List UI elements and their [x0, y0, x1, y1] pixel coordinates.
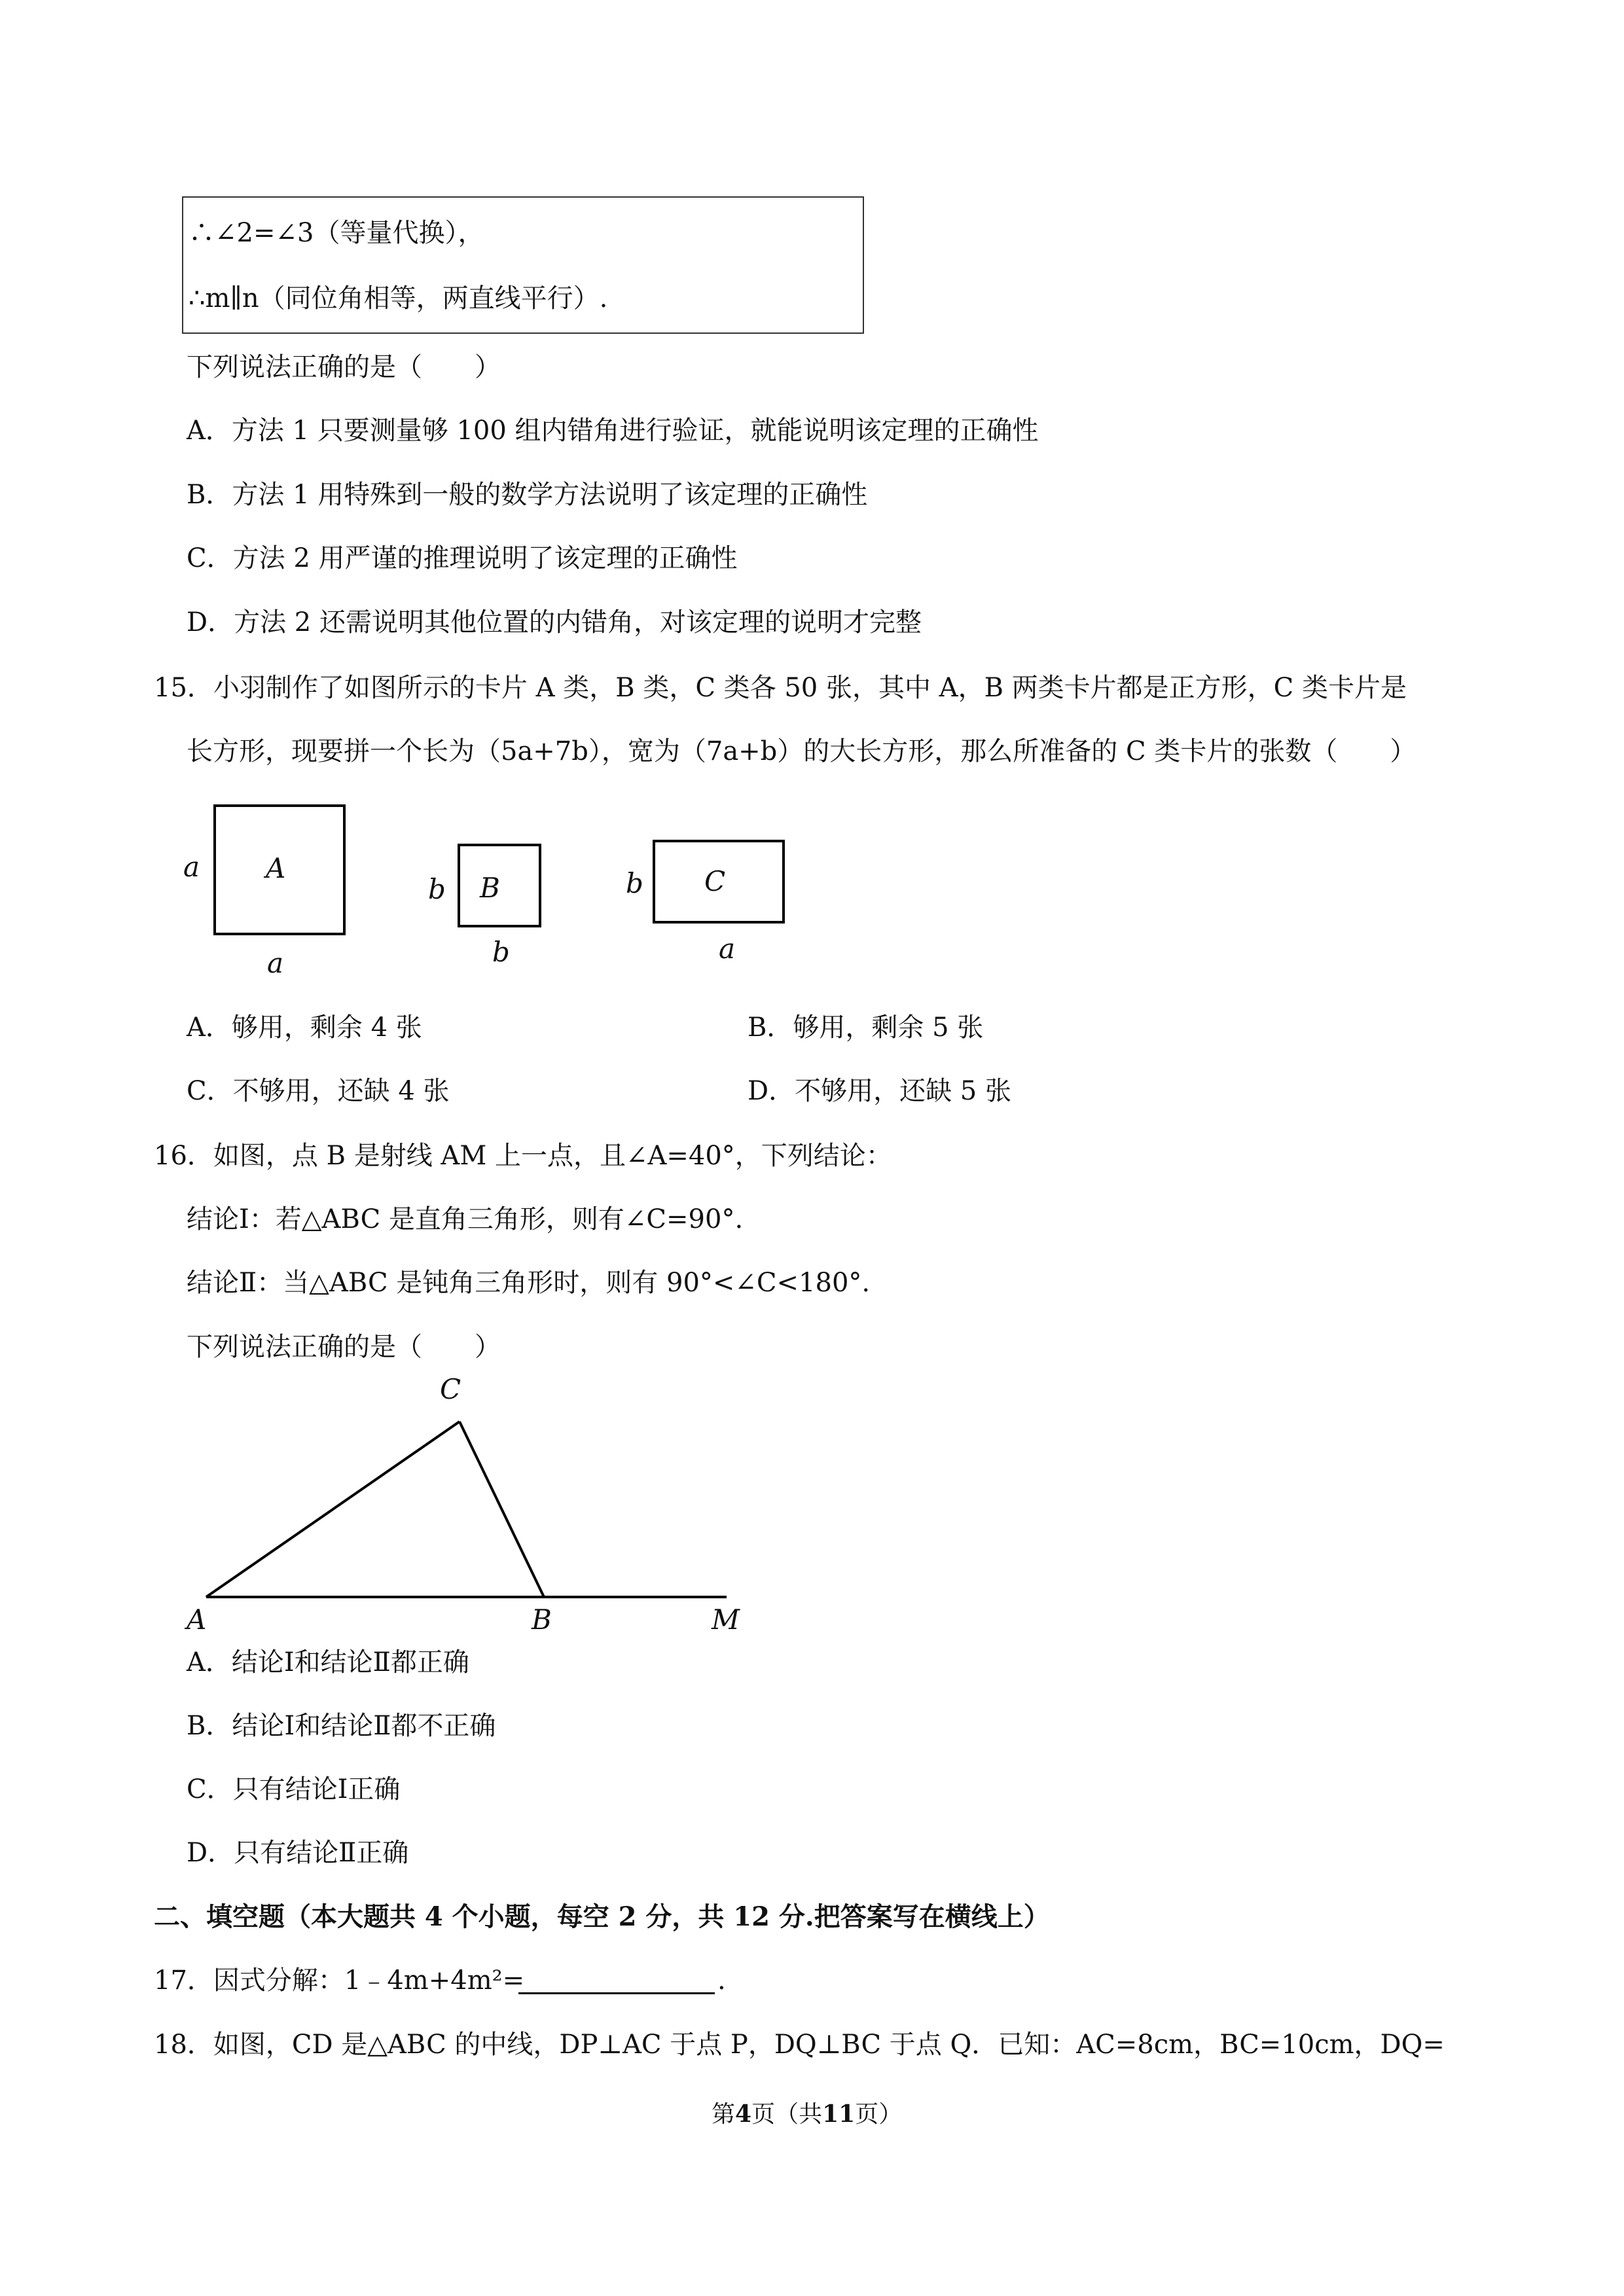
q15-line-1: 15．小羽制作了如图所示的卡片 A 类，B 类，C 类各 50 张，其中 A，B 两类卡片都是正方形，C 类卡片是: [154, 673, 1407, 703]
q16-option-c: C．只有结论Ⅰ正确: [187, 1774, 401, 1804]
card-b-name: B: [480, 872, 500, 904]
card-b-side-label: b: [428, 873, 446, 905]
q15-option-a: A．够用，剩余 4 张: [187, 1013, 422, 1043]
side-bc: [460, 1422, 544, 1597]
footer-page: 4: [735, 2100, 752, 2128]
proof-line-2: ∴m∥n（同位角相等，两直线平行）.: [189, 283, 608, 314]
footer-mid: 页（共: [751, 2101, 823, 2128]
q14-option-d: D．方法 2 还需说明其他位置的内错角，对该定理的说明才完整: [187, 607, 922, 637]
q14-prompt: 下列说法正确的是（ ）: [187, 352, 501, 382]
q16-line-1: 16．如图，点 B 是射线 AM 上一点，且∠A=40°，下列结论：: [154, 1141, 892, 1171]
q16-prompt: 下列说法正确的是（ ）: [187, 1332, 501, 1362]
card-a-side-label: a: [183, 851, 200, 883]
card-c-bottom-label: a: [719, 933, 736, 965]
proof-line-1: ∴∠2=∠3（等量代换），: [189, 218, 484, 248]
q17-answer-blank: [518, 1992, 715, 1994]
side-ac: [206, 1422, 460, 1597]
q16-conclusion-2: 结论Ⅱ：当△ABC 是钝角三角形时，则有 90°<∠C<180°.: [187, 1268, 871, 1298]
q15-option-b: B．够用，剩余 5 张: [748, 1013, 984, 1043]
footer-prefix: 第: [712, 2101, 736, 2128]
q14-option-a: A．方法 1 只要测量够 100 组内错角进行验证，就能说明该定理的正确性: [187, 416, 1039, 446]
q15-line-2: 长方形，现要拼一个长为（5a+7b），宽为（7a+b）的大长方形，那么所准备的 C 类卡片的张数（ ）: [187, 736, 1416, 766]
q17-end: .: [717, 1965, 726, 1996]
footer-total: 11: [822, 2100, 856, 2128]
q16-conclusion-1: 结论Ⅰ：若△ABC 是直角三角形，则有∠C=90°.: [187, 1204, 744, 1234]
q16-option-a: A．结论Ⅰ和结论Ⅱ都正确: [187, 1647, 469, 1677]
q14-option-b: B．方法 1 用特殊到一般的数学方法说明了该定理的正确性: [187, 480, 868, 510]
point-a-label: A: [187, 1604, 207, 1636]
q15-option-c: C．不够用，还缺 4 张: [187, 1076, 450, 1106]
card-b-bottom-label: b: [492, 936, 510, 968]
card-a-bottom-label: a: [267, 947, 284, 979]
q16-option-d: D．只有结论Ⅱ正确: [187, 1838, 409, 1868]
point-m-label: M: [712, 1604, 740, 1636]
q14-option-c: C．方法 2 用严谨的推理说明了该定理的正确性: [187, 543, 738, 573]
page-footer: [712, 2096, 902, 2129]
q15-option-d: D．不够用，还缺 5 张: [748, 1076, 1011, 1106]
card-a-name: A: [266, 852, 286, 884]
point-c-label: C: [440, 1373, 461, 1405]
card-c-name: C: [704, 865, 726, 897]
footer-suffix: 页）: [855, 2101, 903, 2128]
q17-text: 17．因式分解：1﹣4m+4m²=: [154, 1965, 525, 1996]
q18-text: 18．如图，CD 是△ABC 的中线，DP⊥AC 于点 P，DQ⊥BC 于点 Q．已知：AC=8cm，BC=10cm，DQ=: [154, 2030, 1445, 2060]
section-heading: 二、填空题（本大题共 4 个小题，每空 2 分，共 12 分.把答案写在横线上）: [154, 1901, 1050, 1932]
q16-option-b: B．结论Ⅰ和结论Ⅱ都不正确: [187, 1711, 496, 1741]
card-c-side-label: b: [626, 867, 643, 899]
point-b-label: B: [532, 1604, 552, 1636]
